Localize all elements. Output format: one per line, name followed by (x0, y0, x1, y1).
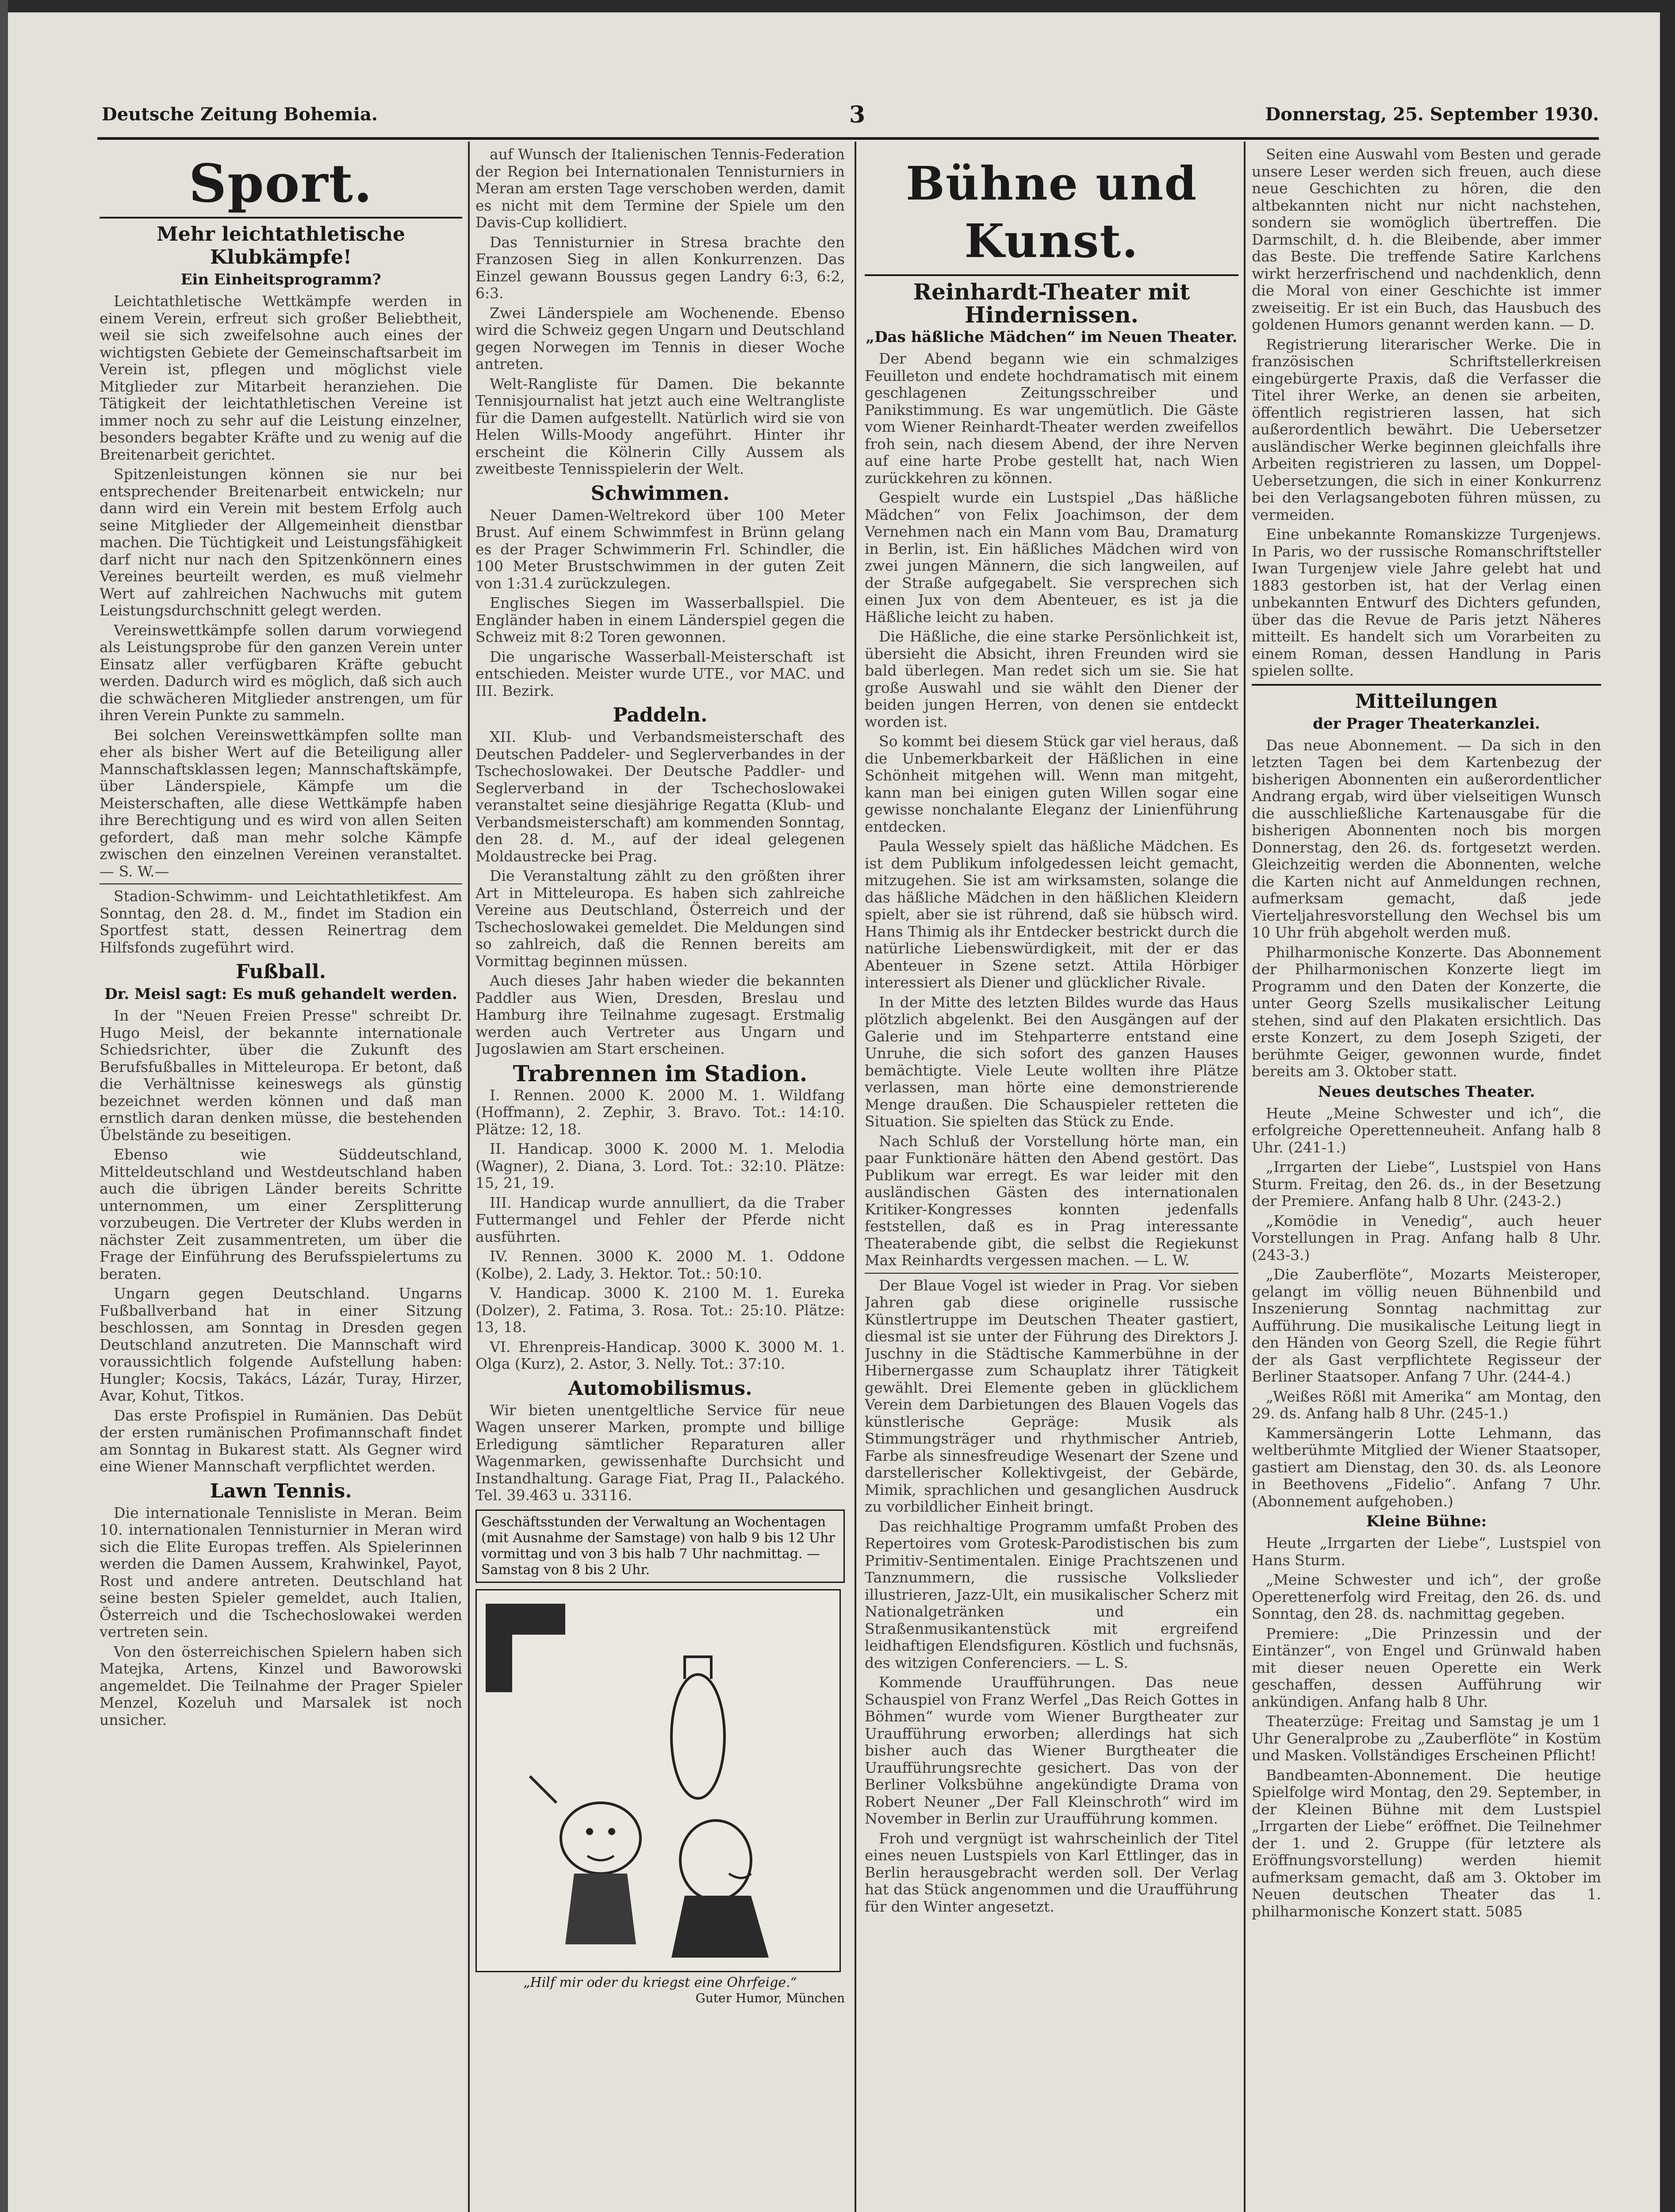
announcement: „Irrgarten der Liebe“, Lustspiel von Hans Sturm. Freitag, den 26. ds., in der Besetzung der Premiere. Anfang halb 8 Uhr. (243-2.) (1252, 1158, 1601, 1210)
article-paragraph: Nach Schluß der Vorstellung hörte man, ein paar Funktionäre hätten den Abend gestört. Das Publikum war erregt. Es war leider mit den ausländischen Gästen des internationalen Kritiker-Kongresses konnten jedenfalls feststellen, daß es in Prag interessante Theaterabende gibt, die selbst die Regiekunst Max Reinhardts vergessen machen. — L. W. (865, 1132, 1238, 1269)
header-rule (97, 137, 1599, 140)
child-eye (586, 1828, 593, 1835)
announcement: Theaterzüge: Freitag und Samstag je um 1 Uhr Generalprobe zu „Zauberflöte“ in Kostüm und Masken. Vollständiges Erscheinen Pflicht! (1252, 1713, 1601, 1764)
section-swimming: Schwimmen. (590, 482, 730, 505)
article-paragraph: Bei solchen Vereinswettkämpfen sollte man eher als bisher Wert auf die Beteiligung aller Mannschaftsklassen legen; Mannschaftskämpfe, über Länderspiele, Kämpfe um die Meisterschaften, alle diese Wettkämpfe haben ihre Berechtigung und es wird von allen Seiten gefordert, daß man mehr solche Kämpfe zwischen den einzelnen Vereinen veranstaltet. — S. W.— (100, 726, 462, 880)
article-paragraph: Wir bieten unentgeltliche Service für neue Wagen unserer Marken, prompte und billige Erledigung sämtlicher Reparaturen aller Wagenmarken, gewissenhafte Durchsicht und Instandhaltung. Garage Fiat, Prag II., Palackého. Tel. 39.463 u. 33116. (475, 1401, 845, 1504)
article-paragraph: Registrierung literarischer Werke. Die in französischen Schriftstellerkreisen eingebürgerte Praxis, daß die Verfasser die Titel ihrer Werke, an denen sie arbeiten, öffentlich registrieren lassen, hat sich außerordentlich bewährt. Die Uebersetzer ausländischer Werke beginnen gleichfalls ihre Arbeiten registrieren zu lassen, um Doppel-Uebersetzungen, die sich in einer Konkurrenz bei den Verlagsangeboten führen müssen, zu vermeiden. (1252, 335, 1601, 523)
race-result: II. Handicap. 3000 K. 2000 M. 1. Melodia (Wagner), 2. Diana, 3. Lord. Tot.: 32:10. Plätze: 15, 21, 19. (475, 1140, 845, 1191)
announcement: „Meine Schwester und ich“, der große Operettenerfolg wird Freitag, den 26. ds. und Sonntag, den 28. ds. nachmittag gegeben. (1252, 1571, 1601, 1622)
article-paragraph: XII. Klub- und Verbandsmeisterschaft des Deutschen Paddeler- und Seglerverbandes in der Tschechoslowakei. Der Deutsche Paddler- und Seglerverband in der Tschechoslowakei veranstaltet seine diesjährige Regatta (Klub- und Verbandsmeisterschaft) am kommenden Sonntag, den 28. d. M., auf der ideal gelegenen Moldaustrecke bei Prag. (475, 728, 845, 865)
race-result: VI. Ehrenpreis-Handicap. 3000 K. 3000 M. 1. Olga (Kurz), 2. Astor, 3. Nelly. Tot.: 37:10. (475, 1338, 845, 1372)
issue-date: Donnerstag, 25. September 1930. (1265, 104, 1599, 125)
section-automobile: Automobilismus. (568, 1377, 752, 1400)
scan-edge-right (1660, 0, 1675, 2212)
article-paragraph: Englisches Siegen im Wasserballspiel. Die Engländer haben in einem Länderspiel gegen die Schweiz mit 8:2 Toren gewonnen. (475, 594, 845, 645)
child-head (561, 1803, 640, 1874)
article-paragraph: Paula Wessely spielt das häßliche Mädchen. Es ist dem Publikum infolgedessen leicht gemacht, mitzugehen. Sie ist am wirksamsten, solange die das häßliche Mädchen in den häßlichen Kleidern spielt, aber sie ist rührend, daß sie hübsch wird. Hans Thimig als ihr Entdecker bestrickt durch die natürliche Liebenswürdigkeit, mit der er das Abenteuer in Szene setzt. Attila Hörbiger interessiert als Diener und glücklicher Rivale. (865, 837, 1238, 991)
announcement: Kammersängerin Lotte Lehmann, das weltberühmte Mitglied der Wiener Staatsoper, gastiert am Dienstag, den 30. ds. als Leonore in Beethovens „Fidelio“. Anfang 7 Uhr. (Abonnement aufgehoben.) (1252, 1424, 1601, 1510)
announcement: „Komödie in Venedig“, auch heuer Vorstellungen in Prag. Anfang halb 8 Uhr. (243-3.) (1252, 1212, 1601, 1263)
column-sport (100, 146, 462, 2212)
race-result: I. Rennen. 2000 K. 2000 M. 1. Wildfang (Hoffmann), 2. Zephir, 3. Bravo. Tot.: 14:10. Plätze: 12, 18. (475, 1086, 845, 1138)
adult-body (671, 1896, 769, 1958)
child-arm (530, 1776, 556, 1803)
announcement-heading: Neues deutsches Theater. (1318, 1083, 1535, 1101)
cartoon-illustration (475, 1589, 841, 1972)
child-mouth (587, 1856, 614, 1860)
scan-edge-left (0, 0, 8, 2212)
article-paragraph: Eine unbekannte Romanskizze Turgenjews. In Paris, wo der russische Romanschriftsteller Iwan Turgenjew viele Jahre gelebt hat und 1883 gestorben ist, hat der Verlag einen unbekannten Entwurf des Dichters gefunden, über das die Revue de Paris jetzt Näheres mitteilt. Es handelt sich um Vorarbeiten zu einem Roman, dessen Handlung in Paris spielen sollte. (1252, 526, 1601, 679)
article-paragraph: Die Häßliche, die eine starke Persönlichkeit ist, übersieht die Absicht, ihren Freunden wird sie bald überlegen. Man redet sich um sie. Sie hat große Auswahl und sie wählt den Diener der beiden jungen Herren, von denen sie entdeckt worden ist. (865, 628, 1238, 730)
section-announcements: Mitteilungen (1355, 690, 1498, 713)
article-paragraph: Kommende Uraufführungen. Das neue Schauspiel von Franz Werfel „Das Reich Gottes in Böhmen“ wurde vom Wiener Burgtheater zur Uraufführung erworben; allerdings hat sich bisher auch das Wiener Burgtheater die Uraufführungsrechte gesichert. Das von der Berliner Volksbühne angekündigte Drama von Robert Neuner „Der Fall Kleinschroth“ wird im November in Berlin zur Uraufführung kommen. (865, 1674, 1238, 1827)
article-paragraph: auf Wunsch der Italienischen Tennis-Federation der Region bei Internationalen Tennisturniers in Meran am ersten Tage verschoben werden, damit es nicht mit dem Termine der Spiele um den Davis-Cup kollidiert. (475, 146, 845, 231)
page-number: 3 (849, 101, 866, 128)
section-tennis: Lawn Tennis. (210, 1479, 352, 1502)
announcement: Heute „Irrgarten der Liebe“, Lustspiel von Hans Sturm. (1252, 1534, 1601, 1569)
article-paragraph: Zwei Länderspiele am Wochenende. Ebenso wird die Schweiz gegen Ungarn und Deutschland gegen Norwegen im Tennis in dieser Woche antreten. (475, 304, 845, 373)
bottle-stack (671, 1674, 724, 1798)
article-subhead: Ein Einheitsprogramm? (180, 271, 381, 288)
football-headline: Dr. Meisl sagt: Es muß gehandelt werden. (104, 985, 457, 1003)
child-eye (608, 1828, 615, 1835)
section-title-stage: Bühne und Kunst. (905, 156, 1198, 268)
cartoon-drawing (477, 1590, 837, 1968)
divider (100, 217, 462, 219)
article-paragraph: Ebenso wie Süddeutschland, Mitteldeutschland und Westdeutschland haben auch die übrigen Länder bereits Schritte unternommen, um einer Zersplitterung vorzubeugen. Die Vertreter der Klubs werden in nächster Zeit zusammentreten, um über die Frage der Einführung des Berufsspielertums zu beraten. (100, 1146, 462, 1283)
article-paragraph: Seiten eine Auswahl vom Besten und gerade unsere Leser werden sich freuen, auch diese neue Geschichten zu hören, die den altbekannten nicht nur nicht nachstehen, sondern sie womöglich übertreffen. Die Darmschilt, d. h. die Bleibende, aber immer das Beste. Die treffende Satire Karlchens wirkt herzerfrischend und nachdenklich, denn die Moral von einer Geschichte ist immer zweiseitig. Er ist ein Buch, das Hausbuch des goldenen Humors genannt werden kann. — D. (1252, 146, 1601, 333)
article-subhead: „Das häßliche Mädchen“ im Neuen Theater. (866, 328, 1238, 346)
divider (865, 274, 1238, 276)
article-paragraph: Welt-Rangliste für Damen. Die bekannte Tennisjournalist hat jetzt auch eine Weltrangliste für die Damen aufgestellt. Natürlich wird sie von Helen Wills-Moody angeführt. Hinter ihr erscheint die Kölnerin Cilly Aussem als zweitbeste Tennisspielerin der Welt. (475, 375, 845, 477)
article-paragraph: Neuer Damen-Weltrekord über 100 Meter Brust. Auf einem Schwimmfest in Brünn gelang es der Prager Schwimmerin Frl. Schindler, die 100 Meter Brustschwimmen in der guten Zeit von 1:31.4 zurückzulegen. (475, 506, 845, 592)
announcement: Philharmonische Konzerte. Das Abonnement der Philharmonischen Konzerte liegt im Programm und den Daten der Konzerte, die unter Georg Szells musikalischer Leitung stehen, sind auf den Plakaten ersichtlich. Das erste Konzert, zu dem Joseph Szigeti, der berühmte Geiger, gewonnen wurde, findet bereits am 3. Oktober statt. (1252, 943, 1601, 1080)
article-paragraph: Das reichhaltige Programm umfaßt Proben des Repertoires vom Grotesk-Parodistischen bis zum Primitiv-Sentimentalen. Einige Prachtszenen und Tanznummern, die russische Volkslieder illustrieren, Jazz-Ult, ein musikalischer Scherz mit Nationalgetränken und ein Straßenmusikantenstück mit ergreifend leidhaftigen Elendsfiguren. Köstlich und fuchsnäs, des witzigen Conferenciers. — L. S. (865, 1517, 1238, 1671)
column-divider (855, 142, 856, 2212)
office-hours-notice: Geschäftsstunden der Verwaltung an Wochentagen (mit Ausnahme der Samstage) von halb 9 bis 12 Uhr vormittag und von 3 bis halb 7 Uhr nachmittag. — Samstag von 8 bis 2 Uhr. (475, 1509, 845, 1583)
post-shape (486, 1604, 512, 1692)
article-paragraph: Spitzenleistungen können sie nur bei entsprechender Breitenarbeit entwickeln; nur dann wird ein Verein mit bestem Erfolg auch seine Mitglieder der Allgemeinheit dienstbar machen. Die Tüchtigkeit und Leistungsfähigkeit darf nicht nur nach den Spitzenkönnern eines Vereines beurteilt werden, es muß vielmehr Wert auf zahlreichen Nachwuchs mit gutem Leistungsdurchschnitt gelegt werden. (100, 465, 462, 619)
article-paragraph: Vereinswettkämpfe sollen darum vorwiegend als Leistungsprobe für den ganzen Verein unter Einsatz aller verfügbaren Kräfte gebucht werden. Dadurch wird es möglich, daß sich auch die schwächeren Mitglieder anstrengen, um für ihren Verein Punkte zu sammeln. (100, 621, 462, 724)
article-paragraph: Der Blaue Vogel ist wieder in Prag. Vor sieben Jahren gab diese originelle russische Künstlertruppe im Deutschen Theater gastiert, diesmal ist sie unter der Führung des Direktors J. Juschny in die Städtische Kammerbühne in der Hibernergasse zum Schauplatz ihrer Tätigkeit gewählt. Drei Elemente geben in glücklichem Verein dem Darbietungen des Blauen Vogels das künstlerische Gepräge: Musik als Stimmungsträger und rhythmischer Antrieb, Farbe als sinnesfreudige Wesenart der Szene und darstellerischer Kollektivgeist, der Gebärde, Mimik, sprachlichen und gesanglichen Ausdruck zu vorbildlicher Einheit bringt. (865, 1276, 1238, 1515)
article-paragraph: Stadion-Schwimm- und Leichtathletikfest. Am Sonntag, den 28. d. M., findet im Stadion ein Sportfest statt, dessen Reinertrag dem Hilfsfonds zugeführt wird. (100, 887, 462, 956)
divider (1252, 684, 1601, 686)
divider (865, 1273, 1238, 1274)
section-football: Fußball. (236, 960, 326, 983)
cartoon-credit: Guter Humor, München (695, 1990, 845, 2005)
article-paragraph: Das Tennisturnier in Stresa brachte den Franzosen Sieg in allen Konkurrenzen. Das Einzel gewann Boussus gegen Landry 6:3, 6:2, 6:3. (475, 233, 845, 302)
child-body (565, 1874, 636, 1944)
article-paragraph: Die Veranstaltung zählt zu den größten ihrer Art in Mitteleuropa. Es haben sich zahlreiche Vereine aus Deutschland, Österreich und der Tschechoslowakei gemeldet. Die Meldungen sind so zahlreich, daß die Rennen bereits am Vormittag beginnen müssen. (475, 867, 845, 970)
announcement: „Die Zauberflöte“, Mozarts Meisteroper, gelangt im völlig neuen Bühnenbild und Inszenierung Sonntag nachmittag zur Aufführung. Die musikalische Leitung liegt in den Händen von Georg Szell, die Regie führt der als Gast verpflichtete Regisseur der Berliner Staatsoper. Anfang 7 Uhr. (244-4.) (1252, 1266, 1601, 1385)
section-title-sport: Sport. (188, 153, 373, 214)
article-paragraph: In der Mitte des letzten Bildes wurde das Haus plötzlich abgelenkt. Bei den Ausgängen auf der Galerie und im Stehparterre entstand eine Unruhe, die sich sofort des ganzen Hauses bemächtigte. Viele Leute wollten ihre Plätze verlassen, man hörte eine demonstrierende Menge draußen. Die Schauspieler retteten die Situation. Sie spielten das Stück zu Ende. (865, 993, 1238, 1130)
column-announcements (1252, 146, 1601, 2212)
race-result: IV. Rennen. 3000 K. 2000 M. 1. Oddone (Kolbe), 2. Lady, 3. Hektor. Tot.: 50:10. (475, 1248, 845, 1282)
divider (100, 883, 462, 884)
cartoon-caption: „Hilf mir oder du kriegst eine Ohrfeige.“ (523, 1974, 797, 1990)
article-paragraph: Ungarn gegen Deutschland. Ungarns Fußballverband hat in einer Sitzung beschlossen, am Sonntag in Dresden gegen Deutschland anzutreten. Die Mannschaft wird voraussichtlich folgende Aufstellung haben: Hungler; Kocsis, Takács, Lázár, Turay, Hirzer, Avar, Kohut, Titkos. (100, 1285, 462, 1404)
announcement-heading: Kleine Bühne: (1366, 1513, 1487, 1530)
announcement: Bandbeamten-Abonnement. Die heutige Spielfolge wird Montag, den 29. September, in der Kleinen Bühne mit dem Lustspiel „Irrgarten der Liebe“ eröffnet. Die Teilnehmer der 1. und 2. Gruppe (für letztere als Eröffnungsvorstellung) werden hiemit aufmerksam gemacht, daß am 3. Oktober im Neuen deutschen Theater das 1. philharmonische Konzert statt. 5085 (1252, 1766, 1601, 1920)
section-paddling: Paddeln. (613, 704, 708, 726)
article-paragraph: Das erste Profispiel in Rumänien. Das Debüt der ersten rumänischen Profimannschaft findet am Sonntag in Bukarest statt. Als Gegner wird eine Wiener Mannschaft verpflichtet werden. (100, 1406, 462, 1475)
column-divider (1244, 142, 1246, 2212)
race-result: III. Handicap wurde annulliert, da die Traber Futtermangel und Fehler der Pferde nicht ausführten. (475, 1194, 845, 1245)
article-paragraph: Gespielt wurde ein Lustspiel „Das häßliche Mädchen“ von Felix Joachimson, der dem Vernehmen nach ein Mann vom Bau, Dramaturg in Berlin, ist. Ein häßliches Mädchen wird von zwei jungen Männern, die sich langweilen, auf der Straße aufgegabelt. Sie versprechen sich einen Jux von dem Abenteuer, es ist ja die Häßliche leicht zu haben. (865, 489, 1238, 626)
section-trotting: Trabrennen im Stadion. (513, 1060, 808, 1087)
announcements-subhead: der Prager Theaterkanzlei. (1313, 714, 1540, 733)
article-headline: Reinhardt-Theater mit Hindernissen. (913, 279, 1190, 328)
article-paragraph: So kommt bei diesem Stück gar viel heraus, daß die Unbemerkbarkeit der Häßlichen in eine Schönheit mitgehen will. Wenn man mitgeht, kann man bei einigen guten Willen sogar eine gewisse nonchalante Eleganz der Linienführung entdecken. (865, 733, 1238, 835)
scan-edge-top (0, 0, 1675, 12)
announcement: „Weißes Rößl mit Amerika“ am Montag, den 29. ds. Anfang halb 8 Uhr. (245-1.) (1252, 1387, 1601, 1422)
announcement: Premiere: „Die Prinzessin und der Eintänzer“, von Engel und Grünwald haben mit dieser neuen Operette ein Werk geschaffen, dessen Aufführung wir ankündigen. Anfang halb 8 Uhr. (1252, 1624, 1601, 1710)
article-paragraph: Die internationale Tennisliste in Meran. Beim 10. internationalen Tennisturnier in Meran wird sich die Elite Europas treffen. Als Spielerinnen werden die Damen Aussem, Krahwinkel, Payot, Rost und andere antreten. Deutschland hat seine besten Spieler gemeldet, auch Italien, Österreich und die Tschechoslowakei werden vertreten sein. (100, 1504, 462, 1640)
article-paragraph: Auch dieses Jahr haben wieder die bekannten Paddler aus Wien, Dresden, Breslau und Hamburg ihre Teilnahme zugesagt. Erstmalig werden auch Vertreter aus Ungarn und Jugoslawien am Start erscheinen. (475, 972, 845, 1057)
article-paragraph: Leichtathletische Wettkämpfe werden in einem Verein, erfreut sich großer Beliebtheit, weil sie sich zweifelsohne auch eines der wichtigsten Gebiete der Gemeinschaftsarbeit im Verein ist, pflegen und möglichst viele Mitglieder zur Mitarbeit heranziehen. Die Tätigkeit der leichtathletischen Vereine ist immer noch zu sehr auf die Leistung einzelner, besonders begabter Kräfte und zu wenig auf die Breitenarbeit gerichtet. (100, 292, 462, 463)
article-headline: Mehr leichtathletische Klubkämpfe! (157, 223, 405, 269)
article-paragraph: Der Abend begann wie ein schmalziges Feuilleton und endete hochdramatisch mit einem geschlagenen Zeitungsschreiber und Panikstimmung. Es war ungemütlich. Die Gäste vom Wiener Reinhardt-Theater werden zweifellos froh sein, nach diesem Abend, der ihre Nerven auf eine harte Probe gestellt hat, nach Wien zurückkehren zu können. (865, 350, 1238, 487)
race-result: V. Handicap. 3000 K. 2100 M. 1. Eureka (Dolzer), 2. Fatima, 3. Rosa. Tot.: 25:10. Plätze: 13, 18. (475, 1284, 845, 1336)
article-paragraph: Froh und vergnügt ist wahrscheinlich der Titel eines neuen Lustspiels von Karl Ettlinger, das in Berlin herausgebracht werden soll. Der Verlag hat das Stück angenommen und die Uraufführung für den Winter angesetzt. (865, 1829, 1238, 1915)
column-sport-continued (475, 146, 845, 2212)
adult-head (680, 1820, 751, 1900)
newspaper-name: Deutsche Zeitung Bohemia. (102, 104, 378, 125)
article-paragraph: Von den österreichischen Spielern haben sich Matejka, Artens, Kinzel und Baworowski angemeldet. Die Teilnahme der Prager Spieler Menzel, Kozeluh und Marsalek ist noch unsicher. (100, 1643, 462, 1728)
article-paragraph: In der "Neuen Freien Presse" schreibt Dr. Hugo Meisl, der bekannte internationale Schiedsrichter, über die Zukunft des Berufsfußballes in Mitteleuropa. Er betont, daß die Verhältnisse keineswegs als günstig bezeichnet werden können und daß man ernstlich daran denken müsse, die bestehenden Übelstände zu beseitigen. (100, 1007, 462, 1144)
column-stage-and-art (865, 146, 1238, 2212)
announcement: Heute „Meine Schwester und ich“, die erfolgreiche Operettenneuheit. Anfang halb 8 Uhr. (241-1.) (1252, 1104, 1601, 1156)
announcement: Das neue Abonnement. — Da sich in den letzten Tagen bei dem Kartenbezug der bisherigen Abonnenten ein außerordentlicher Andrang ergab, wird über vielseitigen Wunsch die ausschließliche Kartenausgabe für die bisherigen Abonnenten noch bis morgen Donnerstag, den 26. ds. fortgesetzt werden. Gleichzeitig werden die Abonnenten, welche die Karten nicht auf Anmeldungen rechnen, aufmerksam gemacht, daß jede Vierteljahresvorstellung den Wechsel bis um 10 Uhr früh abgeholt werden muß. (1252, 736, 1601, 941)
sign-shape (512, 1604, 565, 1635)
column-divider (468, 142, 470, 2212)
article-paragraph: Die ungarische Wasserball-Meisterschaft ist entschieden. Meister wurde UTE., vor MAC. und III. Bezirk. (475, 648, 845, 699)
page-header (102, 101, 1599, 135)
